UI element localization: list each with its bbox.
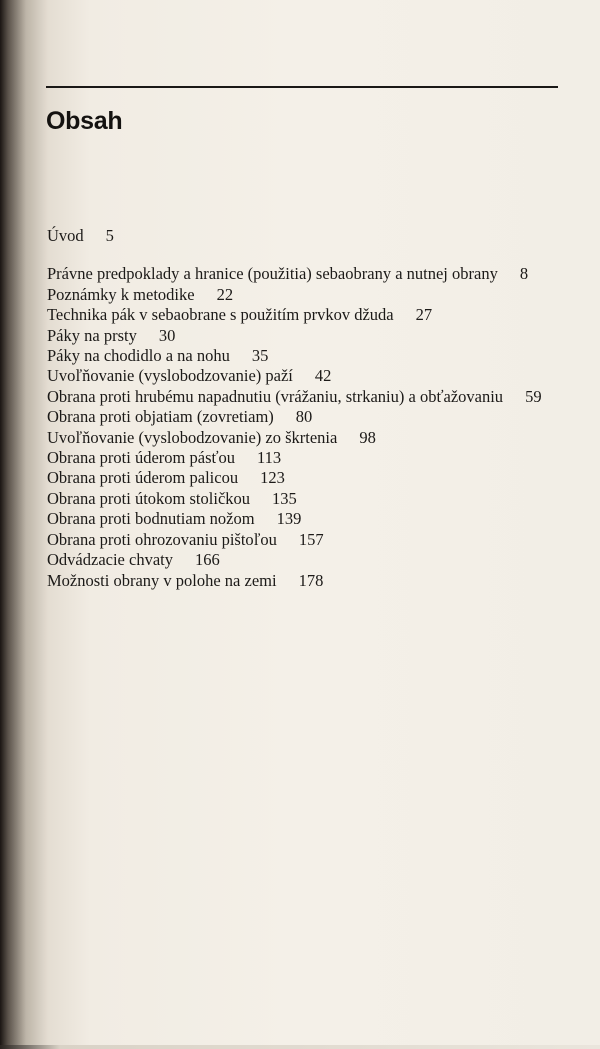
toc-entry-title: Obrana proti úderom palicou bbox=[47, 468, 239, 488]
toc-entry-page: 80 bbox=[295, 407, 313, 427]
table-of-contents bbox=[47, 226, 562, 591]
toc-entry-page: 5 bbox=[105, 226, 114, 245]
toc-entry-title: Právne predpoklady a hranice (použitia) sebaobrany a nutnej obrany bbox=[47, 264, 498, 284]
toc-entry bbox=[47, 264, 562, 284]
page-title: Obsah bbox=[46, 107, 123, 135]
toc-entry-title: Úvod bbox=[47, 226, 84, 245]
toc-entry bbox=[47, 346, 562, 366]
toc-entry bbox=[47, 509, 562, 529]
toc-entry bbox=[47, 428, 562, 448]
toc-entry bbox=[47, 305, 562, 325]
toc-entry-page: 139 bbox=[276, 509, 302, 529]
toc-entry bbox=[47, 550, 562, 570]
toc-entry-title: Páky na prsty bbox=[47, 325, 137, 345]
toc-entry-page: 166 bbox=[194, 550, 220, 570]
toc-entry-page: 35 bbox=[251, 346, 269, 366]
toc-entry-title: Možnosti obrany v polohe na zemi bbox=[47, 570, 277, 590]
toc-entry-title: Uvoľňovanie (vyslobodzovanie) zo škrtenia bbox=[47, 427, 338, 447]
toc-entry-title: Odvádzacie chvaty bbox=[47, 550, 173, 570]
toc-entry bbox=[47, 226, 562, 246]
toc-entry-title: Páky na chodidlo a na nohu bbox=[47, 346, 230, 366]
toc-entry-title: Obrana proti objatiam (zovretiam) bbox=[47, 407, 274, 427]
toc-entry-title: Poznámky k metodike bbox=[47, 284, 195, 304]
toc-entry-title: Obrana proti bodnutiam nožom bbox=[47, 509, 255, 529]
toc-entry-page: 30 bbox=[158, 325, 176, 345]
page-bottom-edge bbox=[0, 1045, 600, 1049]
toc-entry-title: Obrana proti ohrozovaniu pištoľou bbox=[47, 529, 277, 549]
toc-entry-page: 8 bbox=[519, 264, 529, 284]
toc-entry-title: Obrana proti hrubému napadnutiu (vrážaniu, strkaniu) a obťažovaniu bbox=[47, 386, 504, 406]
toc-entry bbox=[47, 366, 562, 386]
toc-entry bbox=[47, 387, 562, 407]
toc-entry bbox=[47, 448, 562, 468]
toc-entry-page: 123 bbox=[260, 468, 285, 488]
toc-entry-page: 113 bbox=[257, 448, 282, 468]
header-rule bbox=[46, 86, 558, 88]
toc-entry bbox=[47, 468, 562, 488]
toc-entry-title: Technika pák v sebaobrane s použitím prvkov džuda bbox=[47, 305, 394, 325]
toc-entry-title: Uvoľňovanie (vyslobodzovanie) paží bbox=[47, 366, 293, 386]
toc-entry-page: 59 bbox=[525, 386, 542, 406]
toc-entry bbox=[47, 530, 562, 550]
toc-entry-title: Obrana proti útokom stoličkou bbox=[47, 488, 251, 508]
toc-entry-page: 42 bbox=[314, 366, 332, 386]
toc-entry bbox=[47, 571, 562, 591]
toc-entry-page: 157 bbox=[298, 529, 324, 549]
toc-entry-page: 135 bbox=[272, 488, 297, 508]
toc-entry-page: 27 bbox=[415, 305, 433, 325]
toc-entry-title: Obrana proti úderom pásťou bbox=[47, 448, 236, 468]
toc-entry bbox=[47, 326, 562, 346]
toc-entry-page: 22 bbox=[216, 284, 234, 304]
toc-entry bbox=[47, 407, 562, 427]
toc-entry-page: 98 bbox=[359, 427, 376, 447]
toc-entry bbox=[47, 489, 562, 509]
toc-entry bbox=[47, 285, 562, 305]
toc-entry-page: 178 bbox=[298, 570, 324, 590]
